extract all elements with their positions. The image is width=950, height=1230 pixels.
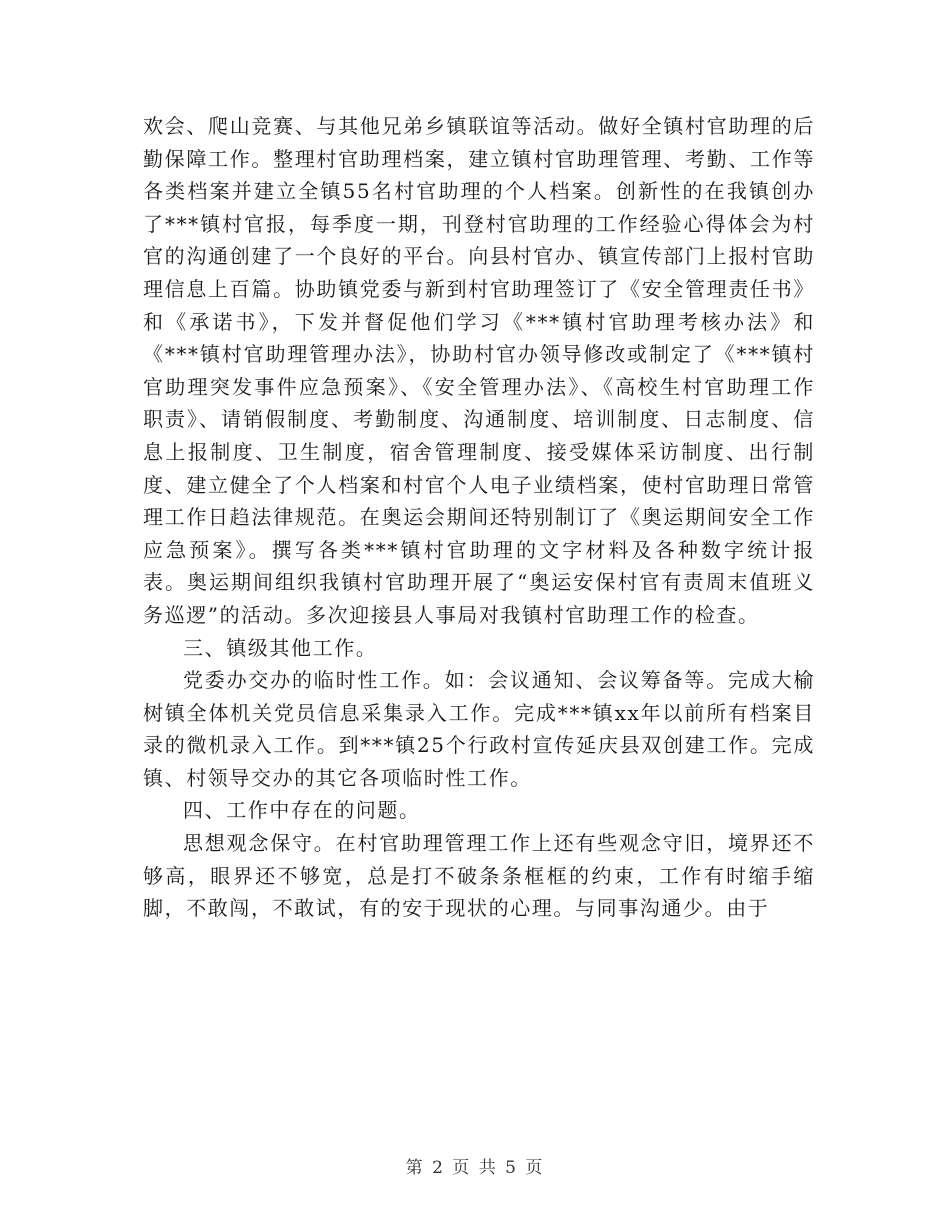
page-number-footer: 第 2 页 共 5 页 <box>405 1158 545 1178</box>
section-heading-4: 四、工作中存在的问题。 <box>183 798 421 823</box>
section-heading-3: 三、镇级其他工作。 <box>183 635 378 660</box>
paragraph-continuation: 欢会、爬山竞赛、与其他兄弟乡镇联谊等活动。做好全镇村官助理的后勤保障工作。整理村官助理档案，建立镇村官助理管理、考勤、工作等各类档案并建立全镇55名村官助理的个人档案。创新性的在我镇创办了***镇村官报，每季度一期，刊登村官助理的工作经验心得体会为村官的沟通创建了一个良好的平台。向县村官办、镇宣传部门上报村官助理信息上百篇。协助镇党委与新到村官助理签订了《安全管理责任书》和《承诺书》，下发并督促他们学习《***镇村官助理考核办法》和《***镇村官助理管理办法》，协助村官办领导修改或制定了《***镇村官助理突发事件应急预案》、《安全管理办法》、《高校生村官助理工作职责》、请销假制度、考勤制度、沟通制度、培训制度、日志制度、信息上报制度、卫生制度，宿舍管理制度、接受媒体采访制度、出行制度、建立健全了个人档案和村官个人电子业绩档案，使村官助理日常管理工作日趋法律规范。在奥运会期间还特别制订了《奥运期间安全工作应急预案》。撰写各类***镇村官助理的文字材料及各种数字统计报表。奥运期间组织我镇村官助理开展了“奥运安保村官有责周末值班义务巡逻”的活动。多次迎接县人事局对我镇村官助理工作的检查。 <box>143 114 815 627</box>
paragraph-problems: 思想观念保守。在村官助理管理工作上还有些观念守旧，境界还不够高，眼界还不够宽，总是打不破条条框框的约束，工作有时缩手缩脚，不敢闯，不敢试，有的安于现状的心理。与同事沟通少。由于 <box>143 831 815 921</box>
paragraph-other-work: 党委办交办的临时性工作。如：会议通知、会议筹备等。完成大榆树镇全体机关党员信息采集录入工作。完成***镇xx年以前所有档案目录的微机录入工作。到***镇25个行政村宣传延庆县双创建工作。完成镇、村领导交办的其它各项临时性工作。 <box>143 668 815 790</box>
document-body <box>143 110 815 925</box>
